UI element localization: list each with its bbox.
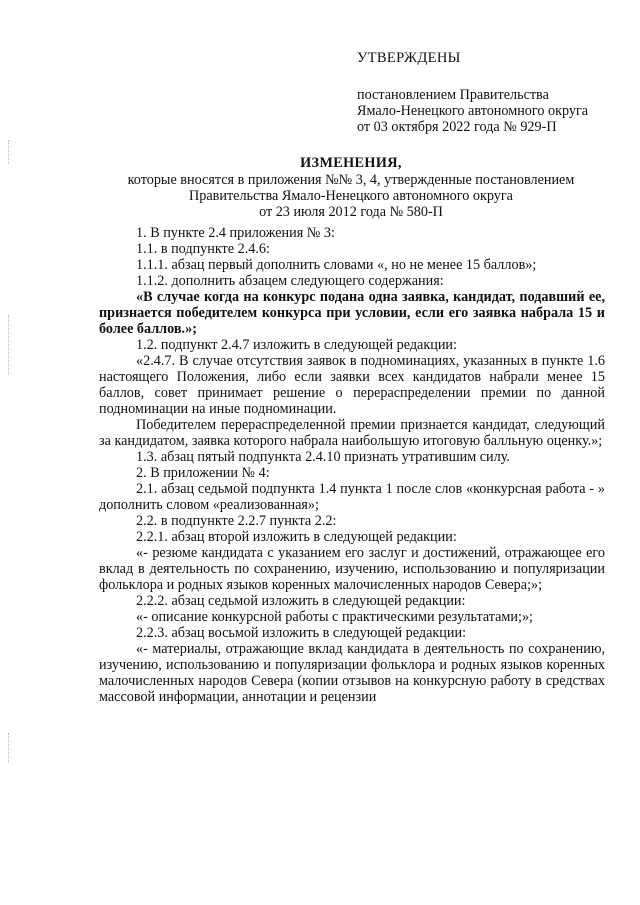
- title-line: от 23 июля 2012 года № 580-П: [259, 204, 443, 220]
- approval-line: от 03 октября 2022 года № 929-П: [357, 119, 557, 135]
- quote-resume: «- резюме кандидата с указанием его заслуг и достижений, отражающее его вклад в деятельность по сохранению, изучению, использованию и популяризации фольклора и родных языков коренных малочисленных народов Севера;»;: [99, 545, 605, 593]
- paragraph-1: 1. В пункте 2.4 приложения № 3:: [136, 225, 335, 241]
- title-heading: ИЗМЕНЕНИЯ,: [300, 155, 402, 171]
- quote-description: «- описание конкурсной работы с практическими результатами;»;: [136, 609, 533, 625]
- paragraph-2-1: 2.1. абзац седьмой подпункта 1.4 пункта 1 после слов «конкурсная работа - » дополнить словом «реализованная»;: [99, 481, 605, 513]
- paragraph-2-2-1: 2.2.1. абзац второй изложить в следующей редакции:: [136, 529, 457, 545]
- approval-line: постановлением Правительства: [357, 87, 549, 103]
- quote-single-application: «В случае когда на конкурс подана одна заявка, кандидат, подавший ее, признается победителем конкурса при условии, если его заявка набрала 15 и более баллов.»;: [99, 289, 605, 337]
- document-title: [96, 155, 606, 220]
- document-body: [99, 225, 605, 705]
- approval-stamp: [357, 50, 627, 135]
- approval-label: УТВЕРЖДЕНЫ: [357, 50, 461, 66]
- paragraph-1-1-1: 1.1.1. абзац первый дополнить словами «, но не менее 15 баллов»;: [136, 257, 537, 273]
- paragraph-2-2: 2.2. в подпункте 2.2.7 пункта 2.2:: [136, 513, 337, 529]
- title-line: Правительства Ямало-Ненецкого автономного округа: [189, 188, 513, 204]
- paragraph-2-2-3: 2.2.3. абзац восьмой изложить в следующей редакции:: [136, 625, 467, 641]
- approval-line: Ямало-Ненецкого автономного округа: [357, 103, 589, 119]
- paragraph-2: 2. В приложении № 4:: [136, 465, 270, 481]
- quote-2-4-7: «2.4.7. В случае отсутствия заявок в подноминациях, указанных в пункте 1.6 настоящего Положения, либо если заявки всех кандидатов набрали менее 15 баллов, совет принимает решение о перераспределении премии по данной подноминации на иные подноминации.: [99, 353, 605, 417]
- paragraph-1-1: 1.1. в подпункте 2.4.6:: [136, 241, 270, 257]
- scan-margin-mark: [8, 315, 10, 375]
- title-line: которые вносятся в приложения №№ 3, 4, утвержденные постановлением: [127, 172, 575, 188]
- paragraph-1-3: 1.3. абзац пятый подпункта 2.4.10 признать утратившим силу.: [136, 449, 510, 465]
- paragraph-1-2: 1.2. подпункт 2.4.7 изложить в следующей редакции:: [136, 337, 457, 353]
- scan-margin-mark: [8, 733, 10, 763]
- quote-materials: «- материалы, отражающие вклад кандидата в деятельность по сохранению, изучению, использованию и популяризации фольклора и родных языков коренных малочисленных народов Севера (копии отзывов на конкурсную работу в средствах массовой информации, аннотации и рецензии: [99, 641, 605, 705]
- quote-winner: Победителем перераспределенной премии признается кандидат, следующий за кандидатом, заявка которого набрала наибольшую итоговую балльную оценку.»;: [99, 417, 605, 449]
- paragraph-1-1-2: 1.1.2. дополнить абзацем следующего содержания:: [136, 273, 444, 289]
- scan-margin-mark: [8, 140, 10, 164]
- paragraph-2-2-2: 2.2.2. абзац седьмой изложить в следующей редакции:: [136, 593, 466, 609]
